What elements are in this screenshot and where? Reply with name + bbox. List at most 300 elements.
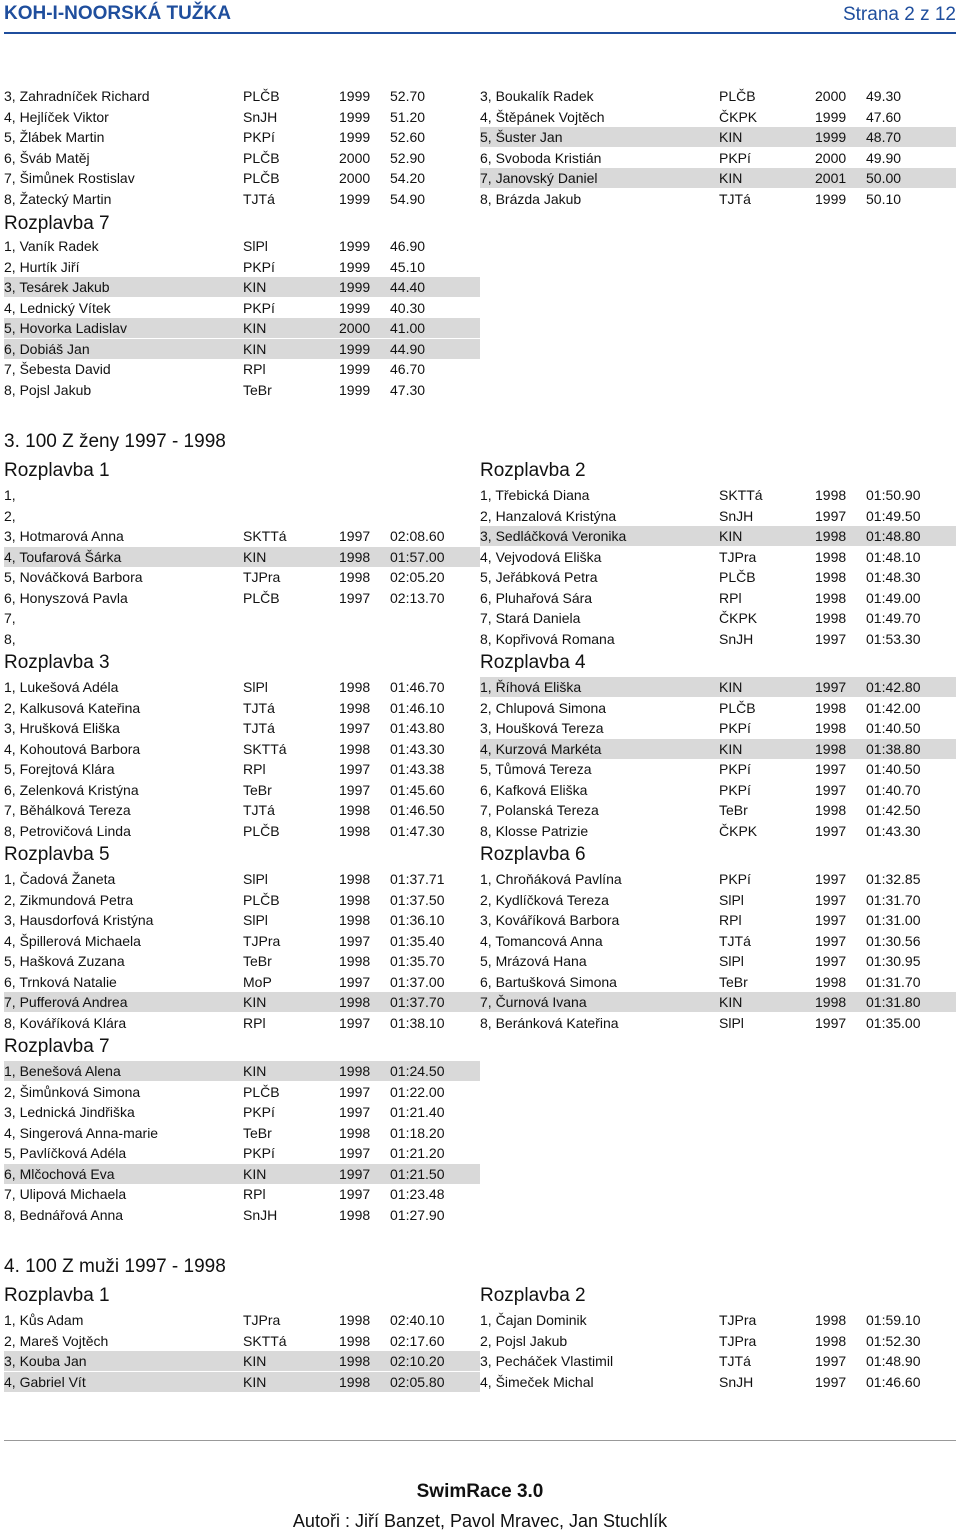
result-row: [4, 236, 480, 256]
club-code: TJTá: [719, 932, 751, 949]
club-code: SlPl: [719, 1014, 744, 1031]
result-time: 02:13.70: [390, 589, 445, 606]
result-row: [480, 821, 956, 841]
birth-year: 1997: [815, 1353, 847, 1369]
birth-year: 1998: [815, 528, 847, 544]
swimmer-name: 1, Chroňáková Pavlína: [480, 871, 622, 887]
swimmer-name: 2, Hurtík Jiří: [4, 258, 80, 275]
birth-year: 1999: [339, 238, 371, 254]
club-code: TeBr: [719, 802, 748, 818]
result-row: [4, 800, 480, 820]
birth-year: 2000: [815, 149, 847, 166]
swimmer-name: 5, Hašková Zuzana: [4, 953, 125, 969]
club-code: RPl: [719, 589, 742, 606]
result-time: 44.90: [390, 340, 426, 357]
result-row: [4, 698, 480, 718]
result-time: 01:27.90: [390, 1206, 445, 1223]
club-code: PLČB: [719, 699, 756, 716]
swimmer-name: 8, Bednářová Anna: [4, 1206, 124, 1223]
birth-year: 1997: [339, 1083, 371, 1100]
result-time: 02:08.60: [390, 528, 445, 544]
swimmer-name: 1, Kůs Adam: [4, 1312, 84, 1328]
club-code: PKPí: [719, 781, 751, 798]
club-code: TJTá: [719, 190, 751, 207]
birth-year: 1998: [339, 569, 371, 585]
result-row: [480, 1331, 956, 1351]
result-time: 02:10.20: [390, 1353, 445, 1369]
result-time: 01:57.00: [390, 548, 445, 565]
swimmer-name: 1, Říhová Eliška: [480, 679, 582, 695]
result-row: [4, 780, 480, 800]
birth-year: 1997: [339, 1014, 371, 1031]
result-time: 01:42.50: [866, 802, 921, 818]
birth-year: 1999: [339, 190, 371, 207]
result-time: 44.40: [390, 279, 426, 295]
heat-heading: Rozplavba 1: [4, 1285, 110, 1306]
birth-year: 1997: [339, 781, 371, 798]
result-row: [480, 608, 956, 628]
swimmer-name: 7, Polanská Tereza: [480, 802, 599, 818]
birth-year: 1999: [339, 129, 371, 145]
result-time: 01:53.30: [866, 630, 921, 647]
result-row: [480, 86, 956, 106]
result-time: 52.90: [390, 149, 426, 166]
club-code: SKTTá: [243, 740, 287, 757]
result-row: [480, 951, 956, 971]
result-row: [4, 1351, 480, 1371]
result-row: [4, 526, 480, 546]
result-row: [480, 1013, 956, 1033]
birth-year: 2000: [339, 170, 371, 186]
club-code: SKTTá: [719, 487, 763, 503]
result-time: 01:30.95: [866, 953, 921, 969]
result-time: 01:48.80: [866, 528, 921, 544]
result-time: 46.90: [390, 238, 426, 254]
heat-heading: Rozplavba 1: [4, 460, 110, 481]
swimmer-name: 6, Zelenková Kristýna: [4, 781, 139, 798]
club-code: KIN: [243, 1165, 267, 1182]
birth-year: 1997: [815, 953, 847, 969]
birth-year: 1997: [339, 1186, 371, 1202]
result-time: 01:21.40: [390, 1104, 445, 1120]
result-row: [4, 506, 480, 526]
result-time: 01:30.56: [866, 932, 921, 949]
birth-year: 1999: [339, 381, 371, 398]
result-time: 02:05.80: [390, 1373, 445, 1390]
result-row: [480, 931, 956, 951]
birth-year: 1998: [339, 1124, 371, 1141]
result-row: [4, 339, 480, 359]
birth-year: 1998: [815, 994, 847, 1010]
birth-year: 1999: [339, 340, 371, 357]
result-row: [480, 506, 956, 526]
club-code: ČKPK: [719, 610, 758, 626]
result-time: 01:43.30: [390, 740, 445, 757]
result-row: [4, 972, 480, 992]
result-time: 01:42.00: [866, 699, 921, 716]
swimmer-name: 4, Tomancová Anna: [480, 932, 603, 949]
swimmer-name: 5, Žlábek Martin: [4, 129, 105, 145]
swimmer-name: 3, Houšková Tereza: [480, 720, 604, 736]
swimmer-name: 1, Čajan Dominik: [480, 1312, 587, 1328]
result-time: 01:23.48: [390, 1186, 445, 1202]
swimmer-name: 7, Stará Daniela: [480, 610, 581, 626]
result-time: 01:45.60: [390, 781, 445, 798]
swimmer-name: 5, Mrázová Hana: [480, 953, 587, 969]
heat-heading: Rozplavba 7: [4, 1036, 110, 1057]
birth-year: 1997: [815, 507, 847, 524]
result-row: [480, 526, 956, 546]
club-code: SnJH: [719, 507, 754, 524]
result-row: [480, 1310, 956, 1330]
result-row: [4, 148, 480, 168]
result-row: [480, 972, 956, 992]
result-row: [4, 869, 480, 889]
result-row: [4, 107, 480, 127]
swimmer-name: 4, Šimeček Michal: [480, 1373, 594, 1390]
swimmer-name: 4, Špillerová Michaela: [4, 932, 141, 949]
club-code: TeBr: [243, 381, 272, 398]
result-row: [4, 257, 480, 277]
birth-year: 1998: [339, 822, 371, 839]
birth-year: 1997: [339, 528, 371, 544]
page-number: Strana 2 z 12: [842, 4, 956, 25]
result-row: [480, 148, 956, 168]
club-code: SnJH: [243, 108, 278, 125]
birth-year: 1998: [339, 994, 371, 1010]
swimmer-name: 5, Forejtová Klára: [4, 761, 115, 777]
birth-year: 2000: [815, 88, 847, 104]
result-time: 50.10: [866, 190, 902, 207]
birth-year: 1999: [339, 258, 371, 275]
birth-year: 1999: [339, 361, 371, 377]
swimmer-name: 3, Lednická Jindřiška: [4, 1104, 135, 1120]
heat-heading: Rozplavba 4: [480, 652, 586, 673]
swimmer-name: 5, Hovorka Ladislav: [4, 320, 127, 336]
club-code: KIN: [719, 528, 743, 544]
birth-year: 1997: [815, 1373, 847, 1390]
page-header: [4, 0, 956, 30]
club-code: TJPra: [243, 569, 281, 585]
birth-year: 1998: [815, 569, 847, 585]
result-row: [4, 1205, 480, 1225]
club-code: TeBr: [243, 781, 272, 798]
club-code: PKPí: [719, 720, 751, 736]
birth-year: 1999: [815, 108, 847, 125]
result-row: [4, 168, 480, 188]
swimmer-name: 2, Mareš Vojtěch: [4, 1332, 109, 1349]
result-row: [4, 759, 480, 779]
swimmer-name: 8,: [4, 630, 16, 647]
result-time: 01:49.70: [866, 610, 921, 626]
club-code: ČKPK: [719, 108, 758, 125]
result-time: 52.60: [390, 129, 426, 145]
birth-year: 1997: [815, 1014, 847, 1031]
club-code: SnJH: [243, 1206, 278, 1223]
club-code: PLČB: [243, 170, 280, 186]
result-time: 01:31.70: [866, 891, 921, 908]
result-row: [480, 718, 956, 738]
birth-year: 1998: [339, 1063, 371, 1079]
result-row: [480, 107, 956, 127]
club-code: PLČB: [243, 589, 280, 606]
birth-year: 1998: [339, 891, 371, 908]
swimmer-name: 4, Kurzová Markéta: [480, 740, 602, 757]
result-time: 01:31.00: [866, 912, 921, 928]
result-time: 01:48.90: [866, 1353, 921, 1369]
birth-year: 1997: [339, 932, 371, 949]
heat-heading: Rozplavba 2: [480, 1285, 586, 1306]
result-row: [4, 127, 480, 147]
result-row: [4, 1102, 480, 1122]
swimmer-name: 2, Zikmundová Petra: [4, 891, 134, 908]
club-code: PKPí: [243, 1104, 275, 1120]
club-code: RPl: [243, 761, 266, 777]
result-time: 01:32.85: [866, 871, 921, 887]
club-code: SnJH: [719, 630, 754, 647]
heat-heading: Rozplavba 6: [480, 844, 586, 865]
birth-year: 1999: [339, 299, 371, 316]
result-time: 01:38.80: [866, 740, 921, 757]
swimmer-name: 6, Kafková Eliška: [480, 781, 588, 798]
swimmer-name: 4, Toufarová Šárka: [4, 548, 122, 565]
result-time: 01:22.00: [390, 1083, 445, 1100]
result-time: 01:40.50: [866, 761, 921, 777]
result-time: 40.30: [390, 299, 426, 316]
club-code: KIN: [243, 340, 267, 357]
club-code: KIN: [719, 129, 743, 145]
result-row: [4, 588, 480, 608]
swimmer-name: 2, Chlupová Simona: [480, 699, 607, 716]
club-code: ČKPK: [719, 822, 758, 839]
result-row: [480, 739, 956, 759]
birth-year: 1998: [815, 699, 847, 716]
club-code: KIN: [719, 170, 743, 186]
club-code: RPl: [243, 1014, 266, 1031]
club-code: PLČB: [243, 1083, 280, 1100]
swimmer-name: 2, Šimůnková Simona: [4, 1083, 141, 1100]
result-time: 01:37.70: [390, 994, 445, 1010]
result-row: [4, 821, 480, 841]
result-time: 01:35.40: [390, 932, 445, 949]
result-time: 01:40.70: [866, 781, 921, 798]
result-row: [4, 608, 480, 628]
birth-year: 1997: [339, 1104, 371, 1120]
club-code: RPl: [719, 912, 742, 928]
birth-year: 1997: [815, 781, 847, 798]
event-heading: 4. 100 Z muži 1997 - 1998: [4, 1256, 226, 1277]
club-code: TJPra: [243, 932, 281, 949]
birth-year: 1997: [815, 891, 847, 908]
result-time: 01:48.30: [866, 569, 921, 585]
birth-year: 1999: [339, 88, 371, 104]
swimmer-name: 5, Šuster Jan: [480, 129, 563, 145]
result-row: [480, 869, 956, 889]
birth-year: 1998: [815, 1312, 847, 1328]
swimmer-name: 1,: [4, 487, 16, 503]
birth-year: 1998: [339, 699, 371, 716]
result-time: 01:59.10: [866, 1312, 921, 1328]
result-time: 01:46.10: [390, 699, 445, 716]
swimmer-name: 3, Boukalík Radek: [480, 88, 594, 104]
swimmer-name: 3, Zahradníček Richard: [4, 88, 150, 104]
result-time: 01:31.80: [866, 994, 921, 1010]
club-code: TJPra: [719, 1332, 757, 1349]
club-code: SKTTá: [243, 528, 287, 544]
result-row: [480, 1351, 956, 1371]
birth-year: 1997: [815, 822, 847, 839]
heat-heading: Rozplavba 5: [4, 844, 110, 865]
result-row: [480, 567, 956, 587]
swimmer-name: 5, Pavlíčková Adéla: [4, 1145, 127, 1161]
result-time: 01:35.00: [866, 1014, 921, 1031]
birth-year: 1997: [815, 932, 847, 949]
result-row: [4, 547, 480, 567]
birth-year: 1997: [815, 679, 847, 695]
birth-year: 1998: [339, 679, 371, 695]
result-time: 02:05.20: [390, 569, 445, 585]
result-time: 54.90: [390, 190, 426, 207]
club-code: KIN: [243, 279, 267, 295]
club-code: PLČB: [243, 149, 280, 166]
birth-year: 1998: [339, 1312, 371, 1328]
result-row: [4, 318, 480, 338]
swimmer-name: 4, Vejvodová Eliška: [480, 548, 602, 565]
swimmer-name: 3, Hausdorfová Kristýna: [4, 912, 154, 928]
swimmer-name: 3, Hrušková Eliška: [4, 720, 120, 736]
swimmer-name: 3, Hotmarová Anna: [4, 528, 124, 544]
club-code: SnJH: [719, 1373, 754, 1390]
club-code: PKPí: [243, 129, 275, 145]
result-time: 49.90: [866, 149, 902, 166]
swimmer-name: 3, Pecháček Vlastimil: [480, 1353, 614, 1369]
swimmer-name: 6, Dobiáš Jan: [4, 340, 90, 357]
club-code: TJTá: [719, 1353, 751, 1369]
swimmer-name: 6, Svoboda Kristián: [480, 149, 602, 166]
birth-year: 2000: [339, 149, 371, 166]
result-time: 46.70: [390, 361, 426, 377]
club-code: PLČB: [243, 891, 280, 908]
swimmer-name: 1, Benešová Alena: [4, 1063, 121, 1079]
swimmer-name: 3, Kouba Jan: [4, 1353, 87, 1369]
birth-year: 1997: [339, 1145, 371, 1161]
result-time: 01:24.50: [390, 1063, 445, 1079]
birth-year: 1998: [339, 740, 371, 757]
result-row: [4, 677, 480, 697]
result-time: 47.60: [866, 108, 902, 125]
club-code: SlPl: [243, 871, 268, 887]
birth-year: 1998: [339, 953, 371, 969]
result-row: [480, 547, 956, 567]
result-row: [480, 890, 956, 910]
meet-title: KOH-I-NOORSKÁ TUŽKA: [4, 3, 231, 24]
result-row: [480, 1372, 956, 1392]
club-code: SKTTá: [243, 1332, 287, 1349]
result-row: [480, 127, 956, 147]
swimmer-name: 5, Jeřábková Petra: [480, 569, 598, 585]
result-row: [4, 1123, 480, 1143]
result-time: 01:48.10: [866, 548, 921, 565]
result-row: [4, 1164, 480, 1184]
birth-year: 1998: [815, 548, 847, 565]
swimmer-name: 5, Nováčková Barbora: [4, 569, 143, 585]
result-row: [480, 800, 956, 820]
result-time: 01:37.71: [390, 871, 445, 887]
swimmer-name: 3, Sedláčková Veronika: [480, 528, 627, 544]
result-row: [4, 1082, 480, 1102]
result-time: 01:36.10: [390, 912, 445, 928]
swimmer-name: 4, Singerová Anna-marie: [4, 1124, 159, 1141]
swimmer-name: 2, Kalkusová Kateřina: [4, 699, 141, 716]
club-code: RPl: [243, 1186, 266, 1202]
result-row: [4, 1310, 480, 1330]
result-row: [480, 629, 956, 649]
swimmer-name: 8, Beránková Kateřina: [480, 1014, 619, 1031]
result-time: 01:21.50: [390, 1165, 445, 1182]
result-row: [4, 86, 480, 106]
birth-year: 1999: [815, 129, 847, 145]
club-code: MoP: [243, 973, 272, 990]
result-time: 01:21.20: [390, 1145, 445, 1161]
birth-year: 2001: [815, 170, 847, 186]
result-time: 01:43.30: [866, 822, 921, 839]
swimmer-name: 8, Brázda Jakub: [480, 190, 582, 207]
result-row: [480, 992, 956, 1012]
swimmer-name: 7, Pufferová Andrea: [4, 994, 128, 1010]
club-code: PLČB: [243, 88, 280, 104]
result-row: [4, 931, 480, 951]
swimmer-name: 7,: [4, 610, 16, 626]
club-code: PLČB: [719, 88, 756, 104]
birth-year: 1998: [339, 912, 371, 928]
birth-year: 1998: [815, 589, 847, 606]
swimmer-name: 8, Klosse Patrizie: [480, 822, 589, 839]
result-time: 01:18.20: [390, 1124, 445, 1141]
result-row: [4, 298, 480, 318]
swimmer-name: 4, Lednický Vítek: [4, 299, 111, 316]
club-code: KIN: [243, 994, 267, 1010]
result-time: 51.20: [390, 108, 426, 125]
birth-year: 1998: [339, 802, 371, 818]
result-time: 47.30: [390, 381, 426, 398]
club-code: SlPl: [719, 953, 744, 969]
birth-year: 1999: [339, 108, 371, 125]
result-row: [4, 485, 480, 505]
birth-year: 2000: [339, 320, 371, 336]
club-code: TeBr: [243, 953, 272, 969]
result-time: 52.70: [390, 88, 426, 104]
swimmer-name: 1, Třebická Diana: [480, 487, 590, 503]
result-row: [4, 951, 480, 971]
result-time: 01:50.90: [866, 487, 921, 503]
result-row: [4, 1061, 480, 1081]
result-time: 01:42.80: [866, 679, 921, 695]
birth-year: 1997: [339, 761, 371, 777]
swimmer-name: 4, Kohoutová Barbora: [4, 740, 141, 757]
birth-year: 1997: [339, 973, 371, 990]
result-row: [4, 189, 480, 209]
result-row: [4, 1013, 480, 1033]
result-row: [4, 1372, 480, 1392]
result-row: [480, 698, 956, 718]
swimmer-name: 7, Běhálková Tereza: [4, 802, 131, 818]
club-code: SlPl: [243, 238, 268, 254]
club-code: RPl: [243, 361, 266, 377]
header-divider: [4, 32, 956, 34]
result-time: 49.30: [866, 88, 902, 104]
club-code: PLČB: [719, 569, 756, 585]
club-code: PKPí: [719, 871, 751, 887]
